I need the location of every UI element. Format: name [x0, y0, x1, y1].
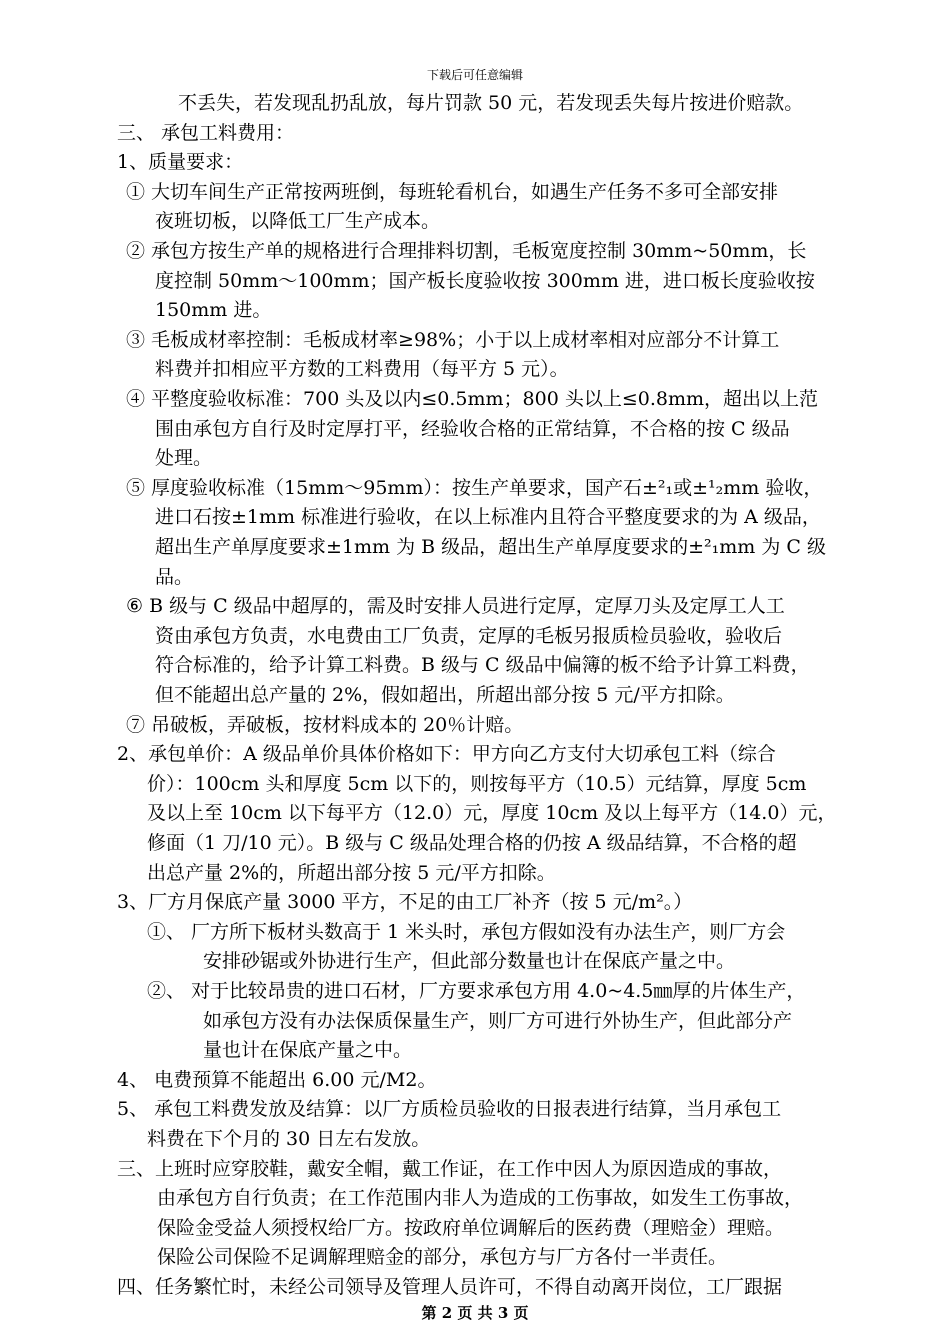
subsection-heading: 1、质量要求：	[117, 151, 244, 174]
text-line: 不丢失，若发现乱扔乱放，每片罚款 50 元，若发现丢失每片按进价赔款。	[178, 92, 804, 114]
text-line: 但不能超出总产量的 2%，假如超出，所超出部分按 5 元/平方扣除。	[155, 684, 735, 706]
text-line: 2、承包单价：A 级品单价具体价格如下：甲方向乙方支付大切承包工料（综合	[117, 743, 776, 766]
text-line: 围由承包方自行及时定厚打平，经验收合格的正常结算，不合格的按 C 级品	[155, 417, 790, 440]
text-line: ① 大切车间生产正常按两班倒，每班轮看机台，如遇生产任务不多可全部安排	[126, 180, 779, 203]
text-line: 3、厂方月保底产量 3000 平方，不足的由工厂补齐（按 5 元/m²。）	[117, 891, 693, 914]
page-number: 第 2 页 共 3 页	[421, 1304, 529, 1322]
text-line: ⑤ 厚度验收标准（15mm～95mm）：按生产单要求，国产石±²₁或±¹₂mm 验收，	[126, 476, 823, 499]
text-line: 夜班切板，以降低工厂生产成本。	[155, 210, 441, 233]
text-line: 进口石按±1mm 标准进行验收，在以上标准内且符合平整度要求的为 A 级品，	[155, 506, 821, 529]
text-line: ⑦ 吊破板，弄破板，按材料成本的 20％计赔。	[126, 713, 524, 736]
text-line: 料费并扣相应平方数的工料费用（每平方 5 元）。	[155, 358, 569, 381]
text-line: 处理。	[155, 447, 213, 470]
text-line: 安排砂锯或外协进行生产，但此部分数量也计在保底产量之中。	[203, 950, 736, 973]
text-line: 及以上至 10cm 以下每平方（12.0）元，厚度 10cm 及以上每平方（14.0）元，	[147, 802, 837, 825]
text-line: 保险公司保险不足调解理赔金的部分，承包方与厂方各付一半责任。	[157, 1246, 728, 1269]
text-line: 料费在下个月的 30 日左右发放。	[147, 1128, 431, 1150]
text-line: 资由承包方负责，水电费由工厂负责，定厚的毛板另报质检员验收，验收后	[155, 624, 783, 647]
section-line: 四、任务繁忙时，未经公司领导及管理人员许可，不得自动离开岗位，工厂跟据	[117, 1276, 783, 1298]
text-line: 超出生产单厚度要求±1mm 为 B 级品，超出生产单厚度要求的±²₁mm 为 C 级	[155, 536, 826, 558]
section-heading: 三、 承包工料费用：	[117, 121, 295, 144]
text-line: 4、 电费预算不能超出 6.00 元/M2。	[117, 1068, 437, 1091]
text-line: 出总产量 2%的，所超出部分按 5 元/平方扣除。	[147, 861, 556, 884]
text-line: ③ 毛板成材率控制：毛板成材率≥98%；小于以上成材率相对应部分不计算工	[126, 328, 780, 351]
text-line: 如承包方没有办法保质保量生产，则厂方可进行外协生产，但此部分产	[203, 1009, 793, 1032]
text-line: ②、 对于比较昂贵的进口石材，厂方要求承包方用 4.0~4.5㎜厚的片体生产，	[147, 980, 806, 1002]
text-line: ⑥ B 级与 C 级品中超厚的，需及时安排人员进行定厚，定厚刀头及定厚工人工	[126, 595, 785, 618]
text-line: ①、 厂方所下板材头数高于 1 米头时，承包方假如没有办法生产，则厂方会	[147, 920, 786, 943]
text-line: 150mm 进。	[155, 299, 272, 322]
section-line: 三、上班时应穿胶鞋，戴安全帽，戴工作证，在工作中因人为原因造成的事故，	[117, 1157, 783, 1180]
text-line: 符合标准的，给予计算工料费。B 级与 C 级品中偏簿的板不给予计算工料费，	[155, 654, 810, 677]
text-line: 修面（1 刀/10 元）。B 级与 C 级品处理合格的仍按 A 级品结算，不合格的超	[147, 832, 797, 854]
text-line: ② 承包方按生产单的规格进行合理排料切割，毛板宽度控制 30mm~50mm，长	[126, 240, 807, 262]
text-line: 量也计在保底产量之中。	[203, 1039, 413, 1062]
text-line: 度控制 50mm～100mm；国产板长度验收按 300mm 进，进口板长度验收按	[155, 269, 815, 292]
text-line: 品。	[155, 565, 194, 588]
text-line: 价）：100cm 头和厚度 5cm 以下的，则按每平方（10.5）元结算，厚度 5cm	[147, 772, 807, 795]
text-line: 由承包方自行负责；在工作范围内非人为造成的工伤事故，如发生工伤事故，	[157, 1187, 804, 1210]
page-header: 下载后可任意编辑	[426, 68, 523, 82]
text-line: 5、 承包工料费发放及结算：以厂方质检员验收的日报表进行结算，当月承包工	[117, 1098, 782, 1121]
text-line: ④ 平整度验收标准：700 头及以内≤0.5mm；800 头以上≤0.8mm，超出以上范	[126, 388, 818, 410]
text-line: 保险金受益人须授权给厂方。按政府单位调解后的医药费（理赔金）理赔。	[157, 1216, 785, 1239]
